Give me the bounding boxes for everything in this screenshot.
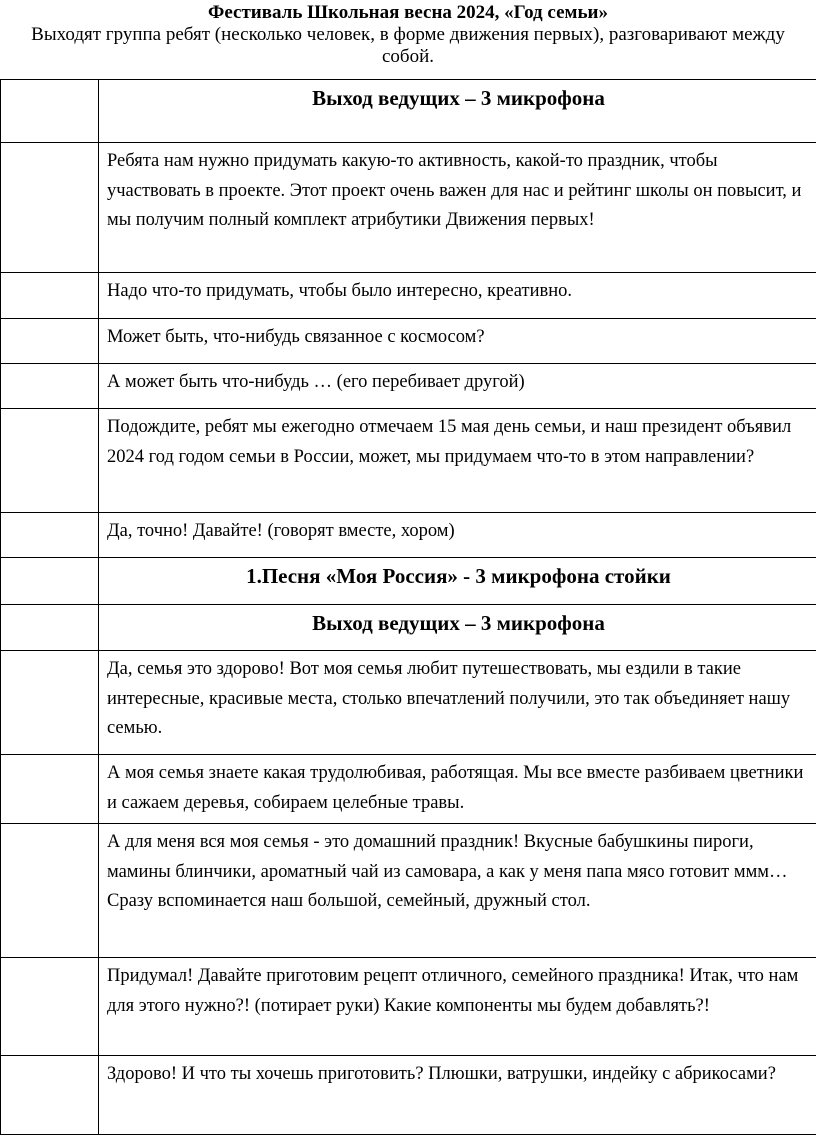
dialogue-line: Надо что-то придумать, чтобы было интересно, креативно. xyxy=(107,281,573,301)
dialogue-line: Да, точно! Давайте! (говорят вместе, хором) xyxy=(107,521,455,541)
row-content-cell xyxy=(99,755,816,824)
row-content-cell xyxy=(99,364,816,409)
script-heading-row xyxy=(1,558,816,605)
row-number-cell xyxy=(1,605,99,651)
dialogue-line: Может быть, что-нибудь связанное с космосом? xyxy=(107,327,485,347)
row-number-cell xyxy=(1,364,99,409)
row-number-cell xyxy=(1,273,99,319)
row-number-cell xyxy=(1,558,99,605)
dialogue-line: А для меня вся моя семья - это домашний праздник! Вкусные бабушкины пироги, мамины блинчики, ароматный чай из самовара, а как у меня папа мясо готовит ммм… Сразу вспоминается наш большой, семейный, дружный стол. xyxy=(107,832,788,911)
section-heading: 1.Песня «Моя Россия» - 3 микрофона стойки xyxy=(246,564,671,588)
dialogue-line: Здорово! И что ты хочешь приготовить? Плюшки, ватрушки, индейку с абрикосами? xyxy=(107,1064,776,1084)
script-line-row xyxy=(1,824,816,958)
row-number-cell xyxy=(1,513,99,558)
script-line-row xyxy=(1,755,816,824)
document-subtitle: Выходят группа ребят (несколько человек, в форме движения первых), разговаривают между собой. xyxy=(31,24,785,67)
row-number-cell xyxy=(1,80,99,143)
script-line-row xyxy=(1,513,816,558)
script-line-row xyxy=(1,364,816,409)
row-number-cell xyxy=(1,409,99,513)
row-content-cell xyxy=(99,273,816,319)
row-content-cell xyxy=(99,651,816,755)
row-number-cell xyxy=(1,824,99,958)
row-content-cell xyxy=(99,605,816,651)
script-line-row xyxy=(1,651,816,755)
script-line-row xyxy=(1,409,816,513)
row-number-cell xyxy=(1,143,99,273)
script-heading-row xyxy=(1,605,816,651)
row-number-cell xyxy=(1,1056,99,1135)
script-line-row xyxy=(1,958,816,1056)
row-content-cell xyxy=(99,558,816,605)
row-content-cell xyxy=(99,824,816,958)
row-number-cell xyxy=(1,958,99,1056)
section-heading: Выход ведущих – 3 микрофона xyxy=(312,86,605,110)
row-number-cell xyxy=(1,651,99,755)
dialogue-line: Ребята нам нужно придумать какую-то активность, какой-то праздник, чтобы участвовать в проекте. Этот проект очень важен для нас и рейтинг школы он повысит, и мы получим полный комплект атрибутики Движения первых! xyxy=(107,151,802,230)
script-line-row xyxy=(1,319,816,364)
dialogue-line: А может быть что-нибудь … (его перебивает другой) xyxy=(107,372,525,392)
row-content-cell xyxy=(99,319,816,364)
script-line-row xyxy=(1,143,816,273)
row-number-cell xyxy=(1,755,99,824)
row-content-cell xyxy=(99,958,816,1056)
script-table-body xyxy=(1,80,816,1135)
row-content-cell xyxy=(99,80,816,143)
script-table xyxy=(0,79,816,1135)
dialogue-line: А моя семья знаете какая трудолюбивая, работящая. Мы все вместе разбиваем цветники и сажаем деревья, собираем целебные травы. xyxy=(107,763,804,813)
row-content-cell xyxy=(99,409,816,513)
row-content-cell xyxy=(99,1056,816,1135)
row-number-cell xyxy=(1,319,99,364)
script-line-row xyxy=(1,273,816,319)
dialogue-line: Подождите, ребят мы ежегодно отмечаем 15 мая день семьи, и наш президент объявил 2024 год годом семьи в России, может, мы придумаем что-то в этом направлении? xyxy=(107,417,792,467)
script-heading-row xyxy=(1,80,816,143)
row-content-cell xyxy=(99,143,816,273)
section-heading: Выход ведущих – 3 микрофона xyxy=(312,611,605,635)
dialogue-line: Да, семья это здорово! Вот моя семья любит путешествовать, мы ездили в такие интересные, красивые места, столько впечатлений получили, это так объединяет нашу семью. xyxy=(107,659,791,738)
row-content-cell xyxy=(99,513,816,558)
dialogue-line: Придумал! Давайте приготовим рецепт отличного, семейного праздника! Итак, что нам для этого нужно?! (потирает руки) Какие компоненты мы будем добавлять?! xyxy=(107,966,799,1016)
script-line-row xyxy=(1,1056,816,1135)
document-title: Фестиваль Школьная весна 2024, «Год семьи» xyxy=(208,2,608,23)
